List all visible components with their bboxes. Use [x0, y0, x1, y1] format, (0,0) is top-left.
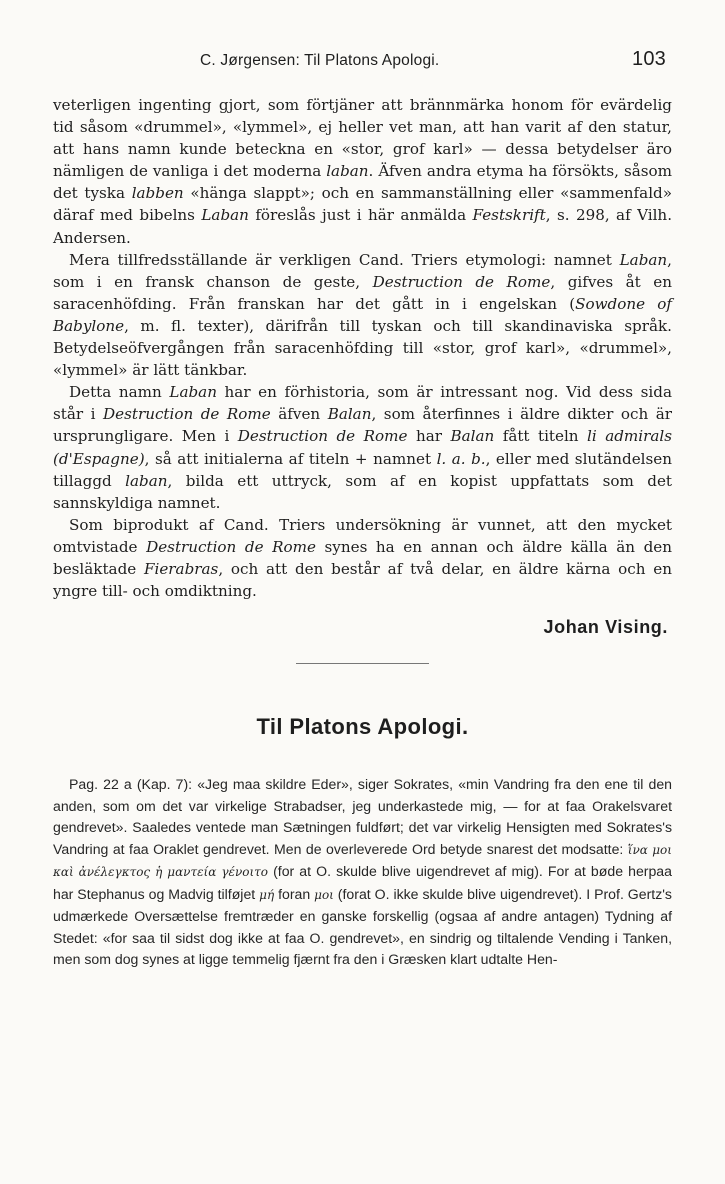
- italic-term: laban: [326, 162, 369, 181]
- italic-term: li admirals (d'Espagne): [53, 427, 673, 468]
- paragraph-4: [53, 514, 672, 602]
- italic-term: Destruction de Rome: [372, 272, 551, 291]
- section-body: [53, 774, 672, 971]
- text-run: (forat O. ikke skulde blive uigendrevet). I Prof. Gertz's udmærkede Oversættelse fremtræder en ganske forskellig (ogsaa af andre antagen) Tydning af Stedet: «for saa til sidst dog ikke at faa O. gendrevet», en sindrig og tiltalende Vending i Tanken, men som dog synes at ligge temmelig fjærnt fra den i Græsken klart udtalte Hen-: [53, 885, 672, 968]
- text-run: , gifves åt en saracenhöfding. Från franskan har det gått in i engelskan (: [53, 272, 672, 313]
- text-run: synes ha en annan och äldre källa än den besläktade: [53, 537, 672, 578]
- text-run: foran: [274, 885, 315, 902]
- italic-term: Balan: [327, 405, 372, 424]
- running-head: C. Jørgensen: Til Platons Apologi.: [200, 52, 440, 69]
- page-header: [53, 46, 672, 76]
- italic-term: Laban: [169, 383, 217, 402]
- italic-term: Balan: [450, 427, 495, 446]
- text-run: «hänga slappt»; och en sammanställning eller «sammenfald» däraf med bibelns: [53, 184, 672, 225]
- italic-term: laban: [125, 471, 168, 490]
- text-run: Som biprodukt af Cand. Triers undersökning är vunnet, att den mycket omtvistade: [53, 515, 672, 556]
- text-run: . Äfven andra etyma ha försökts, såsom det tyska: [53, 162, 672, 203]
- text-run: , så att initialerna af titeln + namnet: [144, 449, 437, 468]
- text-run: , s. 298, af Vilh. Andersen.: [53, 206, 673, 247]
- italic-term: Destruction de Rome: [146, 537, 316, 556]
- text-run: , som i en fransk chanson de geste,: [53, 250, 672, 291]
- text-run: har: [407, 427, 451, 446]
- italic-term: Laban: [201, 206, 249, 225]
- text-run: , och att den består af två delar, en äldre kärna och en yngre till- och omdiktning.: [53, 559, 672, 601]
- text-run: , som återfinnes i äldre dikter och är ursprungligare. Men i: [53, 405, 672, 446]
- review-article: [53, 94, 672, 638]
- text-run: äfven: [270, 405, 328, 424]
- greek-word: μή: [259, 887, 275, 902]
- section-title: Til Platons Apologi.: [256, 714, 469, 740]
- text-run: Pag. 22 a (Kap. 7): «Jeg maa skildre Eder», siger Sokrates, «min Vandring fra den ene til den anden, som om det var virkelige Strabadser, jeg underkastede mig, — for at faa Orakelsvaret gendrevet». Saaledes ventede man Sætningen fuldført; det var virkelig Hensigten med Sokrates's Vandring at faa Oraklet gendrevet. Men de overleverede Ord betyde snarest det modsatte:: [53, 776, 672, 857]
- author-signature: Johan Vising.: [543, 617, 668, 638]
- text-run: veterligen ingenting gjort, som förtjäner att brännmärka honom för evärdelig tid såsom «drummel», «lymmel», ej heller vet man, att han varit af den statur, att hans namn kunde beteckna en «stor, grof karl» — dessa betydelser äro nämligen de vanliga i det moderna: [53, 96, 672, 181]
- italic-term: Sowdone of Babylone: [53, 294, 672, 335]
- text-run: Detta namn: [69, 383, 170, 402]
- text-run: (for at O. skulde blive uigendrevet af mig). For at bøde herpaa har Stephanus og Madvig tilføjet: [53, 863, 672, 902]
- text-run: har en förhistoria, som är intressant nog. Vid dess sida står i: [53, 383, 672, 424]
- italic-term: Destruction de Rome: [237, 427, 408, 446]
- section-divider: [296, 663, 429, 664]
- text-run: , eller med slutändelsen tillaggd: [53, 449, 672, 490]
- text-run: fått titeln: [494, 427, 588, 446]
- text-run: föreslås just i här anmälda: [248, 206, 473, 225]
- section-paragraph-1: [53, 774, 672, 971]
- text-run: , bilda ett uttryck, som af en kopist uppfattats som det sannskyldiga namnet.: [53, 471, 672, 512]
- journal-page: [53, 46, 672, 1166]
- italic-term: Laban: [619, 250, 668, 269]
- greek-quote: ἵνα μοι καὶ ἀνέλεγκτος ἡ μαντεία γένοιτο: [53, 842, 672, 880]
- italic-term: l. a. b.: [436, 449, 486, 468]
- paragraph-3: [53, 381, 672, 514]
- italic-term: labben: [131, 184, 184, 203]
- paragraph-2: [53, 249, 672, 382]
- italic-term: Fierabras: [144, 559, 219, 578]
- text-run: , m. fl. texter), därifrån till tyskan och till skandinaviska språk. Betydelseöfvergången från saracenhöfding till «stor, grof karl», «drummel», «lymmel» är lätt tänkbar.: [53, 316, 672, 380]
- paragraph-1: [53, 94, 672, 249]
- greek-word: μοι: [314, 887, 334, 902]
- text-run: Mera tillfredsställande är verkligen Cand. Triers etymologi: namnet: [69, 250, 620, 269]
- italic-term: Destruction de Rome: [103, 405, 271, 424]
- italic-term: Festskrift: [472, 206, 546, 225]
- page-number: 103: [632, 48, 666, 70]
